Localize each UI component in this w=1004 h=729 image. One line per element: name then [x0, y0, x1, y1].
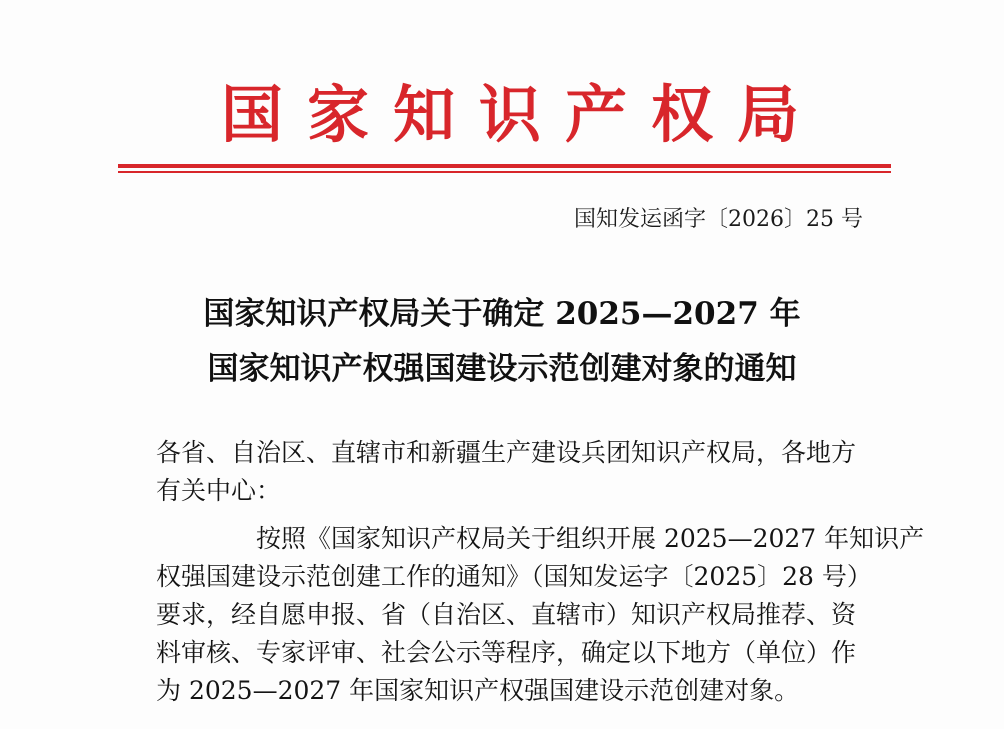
- letterhead-divider-thick: [118, 164, 891, 168]
- letterhead-divider-thin: [118, 171, 891, 173]
- addressee: [156, 434, 862, 510]
- body-paragraph: [156, 520, 925, 710]
- document-number: 国知发运函字〔2026〕25 号: [574, 207, 863, 232]
- agency-letterhead: 国家知识产权局: [220, 78, 823, 151]
- document-title-line-2: 国家知识产权强国建设示范创建对象的通知: [207, 351, 797, 387]
- document-title-line-1: 国家知识产权局关于确定 2025—2027 年: [203, 296, 801, 332]
- body-line-5: 为 2025—2027 年国家知识产权强国建设示范创建对象。: [156, 676, 800, 705]
- body-line-3: 要求，经自愿申报、省（自治区、直辖市）知识产权局推荐、资: [156, 600, 857, 629]
- body-line-2: 权强国建设示范创建工作的通知》（国知发运字〔2025〕28 号）: [156, 562, 872, 591]
- body-line-4: 料审核、专家评审、社会公示等程序，确定以下地方（单位）作: [156, 638, 857, 667]
- addressee-line-2: 有关中心：: [156, 476, 282, 505]
- body-line-1: 按照《国家知识产权局关于组织开展 2025—2027 年知识产: [256, 524, 925, 553]
- addressee-line-1: 各省、自治区、直辖市和新疆生产建设兵团知识产权局，各地方: [156, 438, 857, 467]
